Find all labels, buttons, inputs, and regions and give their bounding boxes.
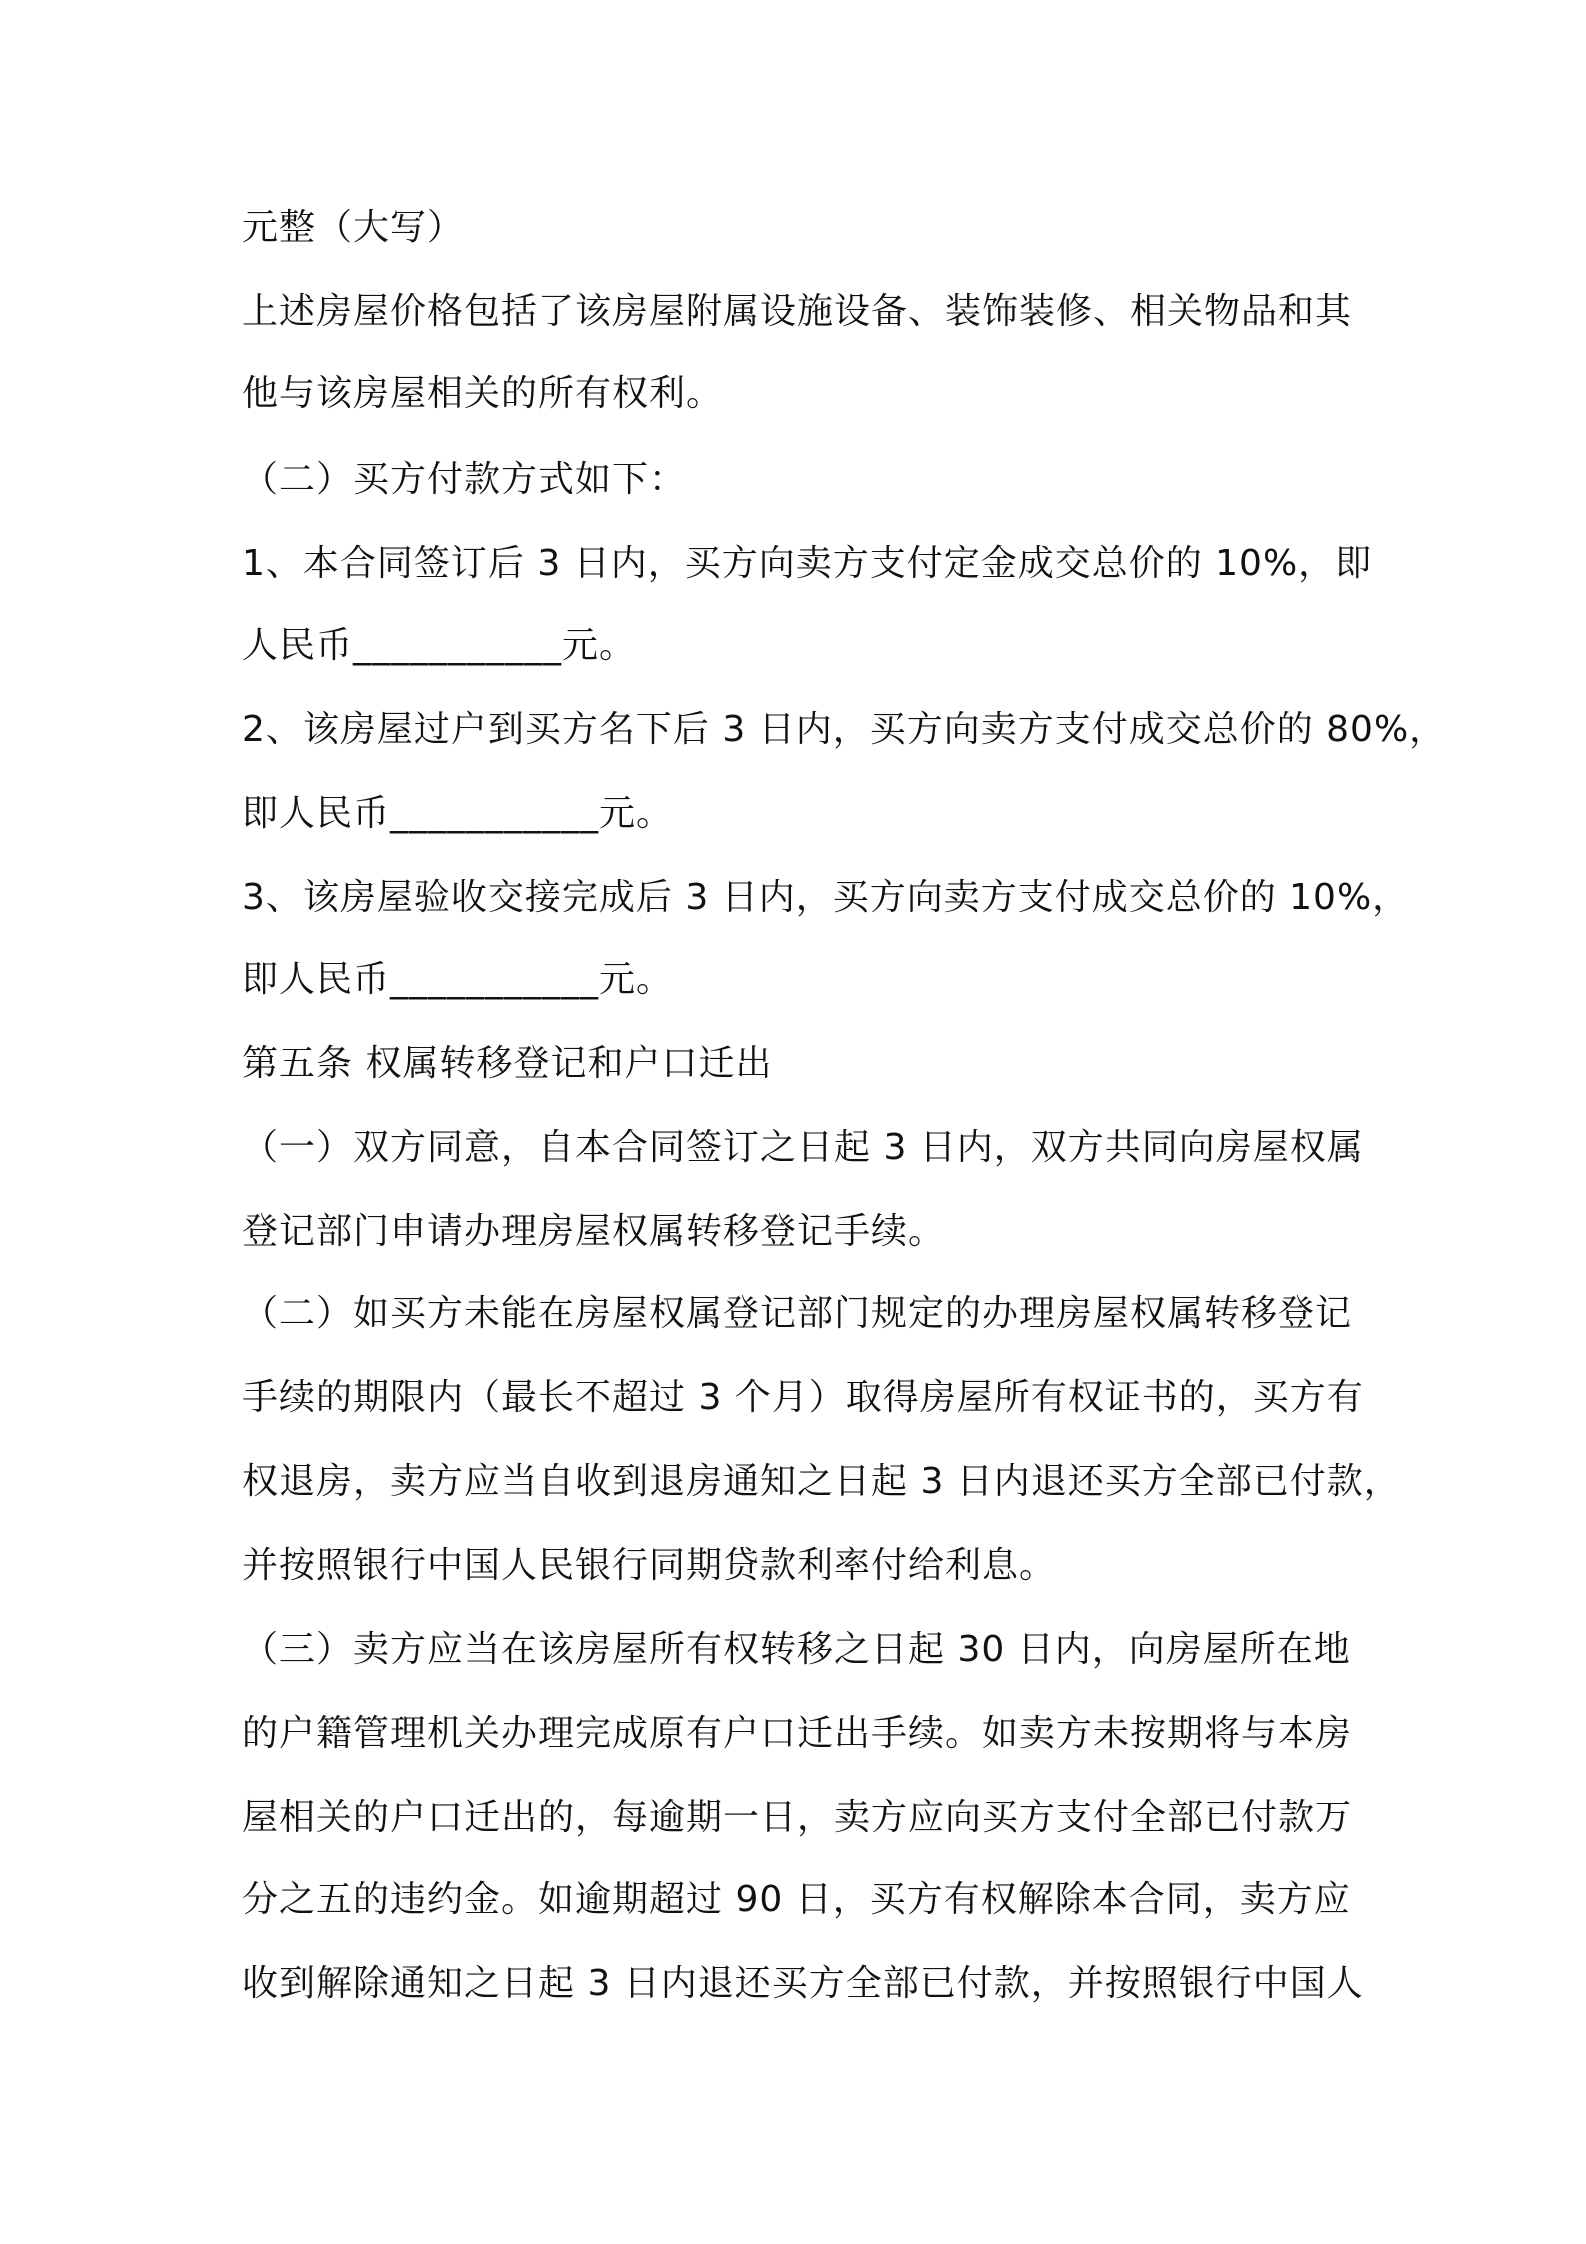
text-line: 的户籍管理机关办理完成原有户口迁出手续。如卖方未按期将与本房 <box>242 1713 1353 1754</box>
section-heading: 第五条 权属转移登记和户口迁出 <box>242 1043 773 1084</box>
text-line: 登记部门申请办理房屋权属转移登记手续。 <box>242 1211 946 1252</box>
text-line: 2、该房屋过户到买方名下后 3 日内，买方向卖方支付成交总价的 80%， <box>242 709 1447 750</box>
text-line: 手续的期限内（最长不超过 3 个月）取得房屋所有权证书的，买方有 <box>242 1377 1364 1418</box>
text-line: 屋相关的户口迁出的，每逾期一日，卖方应向买方支付全部已付款万 <box>242 1797 1353 1838</box>
text-line: （二）买方付款方式如下： <box>242 459 687 500</box>
text-line: 他与该房屋相关的所有权利。 <box>242 373 724 414</box>
text-line: （三）卖方应当在该房屋所有权转移之日起 30 日内，向房屋所在地 <box>242 1629 1351 1670</box>
text-line: 并按照银行中国人民银行同期贷款利率付给利息。 <box>242 1545 1057 1586</box>
text-line: 分之五的违约金。如逾期超过 90 日，买方有权解除本合同，卖方应 <box>242 1879 1351 1920</box>
text-line: 即人民币___________元。 <box>242 793 674 834</box>
text-line: 收到解除通知之日起 3 日内退还买方全部已付款，并按照银行中国人 <box>242 1963 1364 2004</box>
text-line: 即人民币___________元。 <box>242 959 674 1000</box>
text-line: （二）如买方未能在房屋权属登记部门规定的办理房屋权属转移登记 <box>242 1293 1353 1334</box>
text-line: 1、本合同签订后 3 日内，买方向卖方支付定金成交总价的 10%，即 <box>242 543 1373 584</box>
text-line: 元整（大写） <box>242 207 465 248</box>
text-line: 上述房屋价格包括了该房屋附属设施设备、装饰装修、相关物品和其 <box>242 291 1353 332</box>
text-line: 权退房，卖方应当自收到退房通知之日起 3 日内退还买方全部已付款， <box>242 1461 1401 1502</box>
text-line: 3、该房屋验收交接完成后 3 日内，买方向卖方支付成交总价的 10%， <box>242 877 1410 918</box>
text-line: 人民币___________元。 <box>242 625 637 666</box>
text-line: （一）双方同意，自本合同签订之日起 3 日内，双方共同向房屋权属 <box>242 1127 1364 1168</box>
